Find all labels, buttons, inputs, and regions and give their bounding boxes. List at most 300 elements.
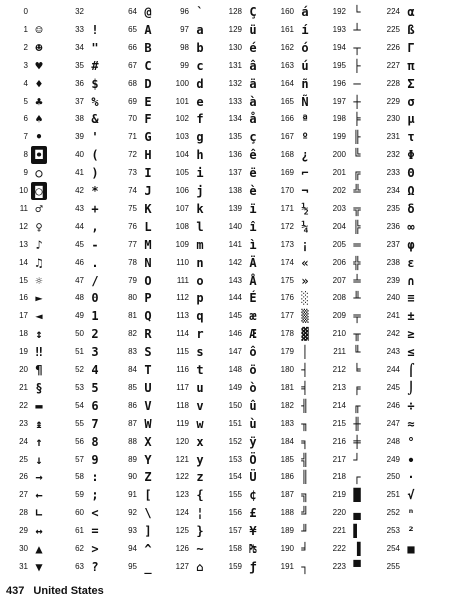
code-cell [165,468,217,486]
code-number: 83 [128,347,137,357]
code-cell [270,325,322,343]
code-cell [218,164,270,182]
code-number: 101 [175,96,189,106]
code-number: 74 [128,186,137,195]
code-cell [376,146,428,164]
code-glyph: â [249,58,257,73]
code-glyph: µ [407,112,415,127]
code-number: 59 [75,490,84,500]
code-glyph: τ [407,130,415,145]
code-glyph: N [144,255,152,270]
code-glyph: ┤ [301,363,309,377]
code-number: 114 [176,329,189,339]
code-cell [322,558,374,576]
code-number: 90 [128,472,137,482]
code-glyph: . [91,255,99,270]
code-cell [218,504,270,522]
code-cell [376,254,428,272]
code-cell [270,307,322,325]
code-glyph: ½ [301,201,309,216]
code-cell [4,21,56,39]
code-glyph: ♂ [35,201,43,216]
code-number: 191 [280,561,294,571]
code-glyph: ┴ [353,22,361,37]
code-cell [218,254,270,272]
code-cell [4,164,56,182]
code-glyph: ) [91,166,99,181]
code-cell [376,3,428,21]
code-glyph: u [196,380,204,395]
code-glyph: \ [144,506,152,521]
code-number: 16 [19,293,28,303]
code-cell [4,540,56,558]
code-cell [376,289,428,307]
code-number: 167 [280,132,294,142]
code-glyph: n [196,255,204,270]
code-glyph: ▬ [35,398,43,413]
code-glyph: · [407,470,415,485]
code-glyph: ε [407,255,415,270]
code-cell [376,21,428,39]
code-cell [376,468,428,486]
code-cell [322,397,374,415]
code-number: 158 [228,544,242,553]
code-number: 222 [332,544,346,553]
code-number: 113 [176,311,189,321]
code-glyph: ≥ [407,327,415,342]
code-number: 143 [228,275,242,285]
code-number: 10 [19,186,28,195]
code-number: 45 [75,239,84,249]
code-glyph: φ [407,237,415,252]
code-cell [60,57,112,75]
code-glyph: % [91,94,99,109]
code-cell [218,540,270,558]
code-glyph: ╖ [301,416,309,431]
code-number: 181 [280,382,294,392]
code-glyph: @ [144,5,152,19]
code-number: 50 [75,329,84,339]
code-cell [113,3,165,21]
code-glyph: ┼ [353,94,361,109]
code-glyph: y [196,452,204,467]
code-cell [322,39,374,57]
code-cell [165,289,217,307]
code-glyph: < [91,506,99,521]
code-glyph: ▄ [353,506,361,521]
code-number: 97 [180,24,189,34]
code-cell [322,361,374,379]
code-number: 3 [23,60,28,70]
region-label: United States [33,585,104,597]
code-cell [322,522,374,540]
code-number: 151 [228,418,242,428]
code-number: 72 [128,150,137,160]
code-glyph: o [196,273,204,288]
code-cell [322,289,374,307]
code-glyph: Σ [407,76,415,91]
code-number: 205 [332,239,346,249]
code-cell [113,39,165,57]
code-glyph: ö [249,363,257,377]
code-glyph: p [196,291,204,306]
code-cell [4,397,56,415]
code-cell [165,218,217,236]
code-glyph: P [144,291,152,306]
code-cell [322,272,374,290]
code-glyph: - [91,237,99,252]
code-cell [376,164,428,182]
code-number: 41 [75,168,84,178]
code-cell [322,200,374,218]
code-glyph: ä [249,76,257,91]
code-glyph: , [91,219,99,234]
code-glyph: Θ [407,166,415,181]
code-number: 24 [19,436,28,446]
code-cell [376,433,428,451]
code-number: 174 [280,257,294,267]
code-cell [270,343,322,361]
code-number: 165 [280,96,294,106]
code-glyph: * [91,184,99,198]
code-number: 175 [280,275,294,285]
code-number: 157 [228,526,242,536]
code-number: 17 [19,311,28,321]
code-number: 249 [386,454,400,464]
code-number: 239 [386,275,400,285]
code-number: 234 [386,186,400,195]
code-glyph: └ [353,5,361,19]
code-cell [113,146,165,164]
code-number: 209 [332,311,346,321]
code-glyph: 8 [91,434,99,449]
code-cell [4,272,56,290]
code-glyph: b [196,40,204,55]
code-cell [270,39,322,57]
code-glyph: ← [35,488,43,503]
code-cell [165,75,217,93]
code-glyph: ╩ [353,184,361,198]
code-glyph: Z [144,470,152,485]
code-cell [60,21,112,39]
code-glyph: ó [301,40,309,55]
code-number: 215 [332,418,346,428]
code-glyph: { [196,488,204,503]
code-glyph: Ä [249,255,257,270]
code-glyph: ç [249,130,257,145]
code-glyph: º [301,130,309,145]
code-cell [60,415,112,433]
code-number: 86 [128,400,137,410]
code-cell [165,57,217,75]
code-number: 142 [228,257,242,267]
code-glyph: ∩ [407,273,415,288]
code-number: 177 [280,311,294,321]
code-number: 2 [23,42,28,52]
code-number: 106 [175,186,189,195]
code-glyph: ª [301,112,309,127]
code-cell [165,558,217,576]
code-cell [165,325,217,343]
code-cell [113,451,165,469]
code-cell [60,540,112,558]
code-number: 128 [228,7,242,16]
code-cell [322,307,374,325]
code-cell [60,164,112,182]
code-glyph: ë [249,166,257,181]
code-number: 107 [175,203,189,213]
code-glyph: ╞ [353,112,361,127]
code-cell [376,128,428,146]
code-cell [113,272,165,290]
code-cell [165,504,217,522]
code-cell [4,75,56,93]
code-cell [376,343,428,361]
code-cell [4,128,56,146]
code-cell [270,504,322,522]
code-cell [113,558,165,576]
code-cell [322,325,374,343]
code-glyph: r [196,327,204,342]
code-cell [376,200,428,218]
code-glyph: 3 [91,345,99,360]
code-cell [165,39,217,57]
code-glyph: ÷ [407,398,415,413]
code-glyph: ~ [196,542,204,556]
code-cell [322,504,374,522]
code-number: 195 [332,60,346,70]
code-glyph: ╟ [353,130,361,145]
code-number: 213 [332,382,346,392]
code-number: 183 [280,418,294,428]
code-cell [4,307,56,325]
code-number: 229 [386,96,400,106]
code-number: 8 [23,150,28,160]
code-glyph: A [144,22,152,37]
code-number: 221 [332,526,346,536]
code-glyph: å [249,112,257,127]
code-cell [113,397,165,415]
code-glyph: # [91,58,99,73]
code-cell [60,504,112,522]
code-number: 108 [175,221,189,231]
code-glyph: £ [249,506,257,521]
code-number: 131 [228,60,242,70]
code-number: 95 [128,561,137,571]
code-number: 240 [386,293,400,303]
code-glyph: á [301,5,309,19]
code-glyph: σ [407,94,415,109]
code-number: 176 [280,293,294,303]
code-cell [165,307,217,325]
code-glyph: ╜ [301,524,309,539]
code-cell [60,110,112,128]
code-cell [218,558,270,576]
code-glyph: T [144,363,152,377]
code-number: 236 [386,221,400,231]
code-cell [4,3,56,21]
code-number: 148 [228,365,242,374]
code-cell [322,110,374,128]
code-glyph: Å [249,273,257,288]
code-glyph: l [196,219,204,234]
code-cell [113,522,165,540]
code-number: 62 [75,544,84,553]
code-number: 218 [332,472,346,482]
code-cell [60,128,112,146]
code-cell [218,236,270,254]
code-cell [376,558,428,576]
code-glyph: ∟ [35,506,43,521]
code-glyph: ╧ [353,273,361,288]
code-number: 237 [386,239,400,249]
code-cell [165,486,217,504]
code-cell [165,379,217,397]
code-number: 170 [280,186,294,195]
code-glyph: R [144,327,152,342]
code-cell [270,128,322,146]
code-cell [218,75,270,93]
code-cell [4,200,56,218]
code-number: 40 [75,150,84,160]
code-number: 48 [75,293,84,303]
code-number: 104 [175,150,189,160]
code-glyph: & [91,112,99,127]
code-cell [60,272,112,290]
code-cell [270,236,322,254]
code-cell [218,415,270,433]
code-number: 223 [332,561,346,571]
code-number: 248 [386,436,400,446]
code-glyph: ♣ [35,94,43,109]
code-number: 233 [386,168,400,178]
code-cell [4,110,56,128]
code-number: 184 [280,436,294,446]
code-cell [60,379,112,397]
code-glyph: ♦ [35,76,43,91]
code-number: 155 [228,490,242,500]
code-number: 227 [386,60,400,70]
code-cell [113,415,165,433]
code-glyph: ░ [301,291,309,306]
code-number: 15 [19,275,28,285]
code-cell [60,93,112,111]
code-cell [60,468,112,486]
code-glyph: ▌ [353,524,361,539]
code-cell [60,200,112,218]
code-number: 78 [128,257,137,267]
code-number: 52 [75,365,84,374]
code-glyph: ß [407,22,415,37]
code-glyph: ┬ [353,40,361,55]
code-cell [4,504,56,522]
code-number: 139 [228,203,242,213]
code-number: 12 [19,221,28,231]
code-cell [113,540,165,558]
code-glyph: ═ [353,237,361,252]
code-number: 85 [128,382,137,392]
code-number: 80 [128,293,137,303]
code-number: 76 [128,221,137,231]
code-cell [322,3,374,21]
code-cell [165,3,217,21]
code-number: 54 [75,400,84,410]
code-number: 169 [280,168,294,178]
code-glyph: ╙ [353,345,361,360]
code-number: 136 [228,150,242,160]
code-glyph: X [144,434,152,449]
code-cell [218,343,270,361]
code-number: 199 [332,132,346,142]
code-glyph: è [249,184,257,198]
code-cell [270,21,322,39]
code-number: 180 [280,365,294,374]
code-cell [376,361,428,379]
code-glyph: d [196,76,204,91]
code-glyph: ƒ [249,559,257,574]
code-number: 96 [180,7,189,16]
code-cell [60,218,112,236]
code-number: 126 [175,544,189,553]
code-glyph: ↨ [35,416,43,431]
code-glyph: z [196,470,204,485]
code-cell [113,236,165,254]
code-glyph: ' [91,130,99,145]
code-number: 46 [75,257,84,267]
code-cell [165,128,217,146]
code-number: 196 [332,78,346,88]
code-number: 201 [332,168,346,178]
code-cell [113,504,165,522]
code-number: 211 [333,347,346,357]
code-cell [218,93,270,111]
code-cell [218,361,270,379]
code-number: 88 [128,436,137,446]
code-number: 133 [228,96,242,106]
code-number: 190 [280,544,294,553]
code-cell [4,379,56,397]
code-glyph: O [144,273,152,288]
code-number: 247 [386,418,400,428]
code-number: 173 [280,239,294,249]
code-number: 168 [280,150,294,160]
code-number: 100 [175,78,189,88]
code-number: 21 [19,382,28,392]
code-number: 197 [332,96,346,106]
code-cell [218,182,270,200]
code-glyph: é [249,40,257,55]
code-number: 22 [19,400,28,410]
code-glyph: ╨ [353,291,361,306]
code-cell [60,343,112,361]
code-cell [376,522,428,540]
code-number: 38 [75,114,84,124]
code-number: 153 [228,454,242,464]
code-cell [4,39,56,57]
code-cell [4,254,56,272]
code-glyph: ▐ [353,542,361,556]
code-cell [376,325,428,343]
code-glyph: α [407,5,415,19]
code-glyph: ☻ [35,40,43,55]
code-glyph: K [144,201,152,216]
code-glyph: π [407,58,415,73]
code-number: 39 [75,132,84,142]
code-glyph: ╤ [353,309,361,324]
code-glyph: s [196,345,204,360]
code-number: 138 [228,186,242,195]
code-cell [113,182,165,200]
